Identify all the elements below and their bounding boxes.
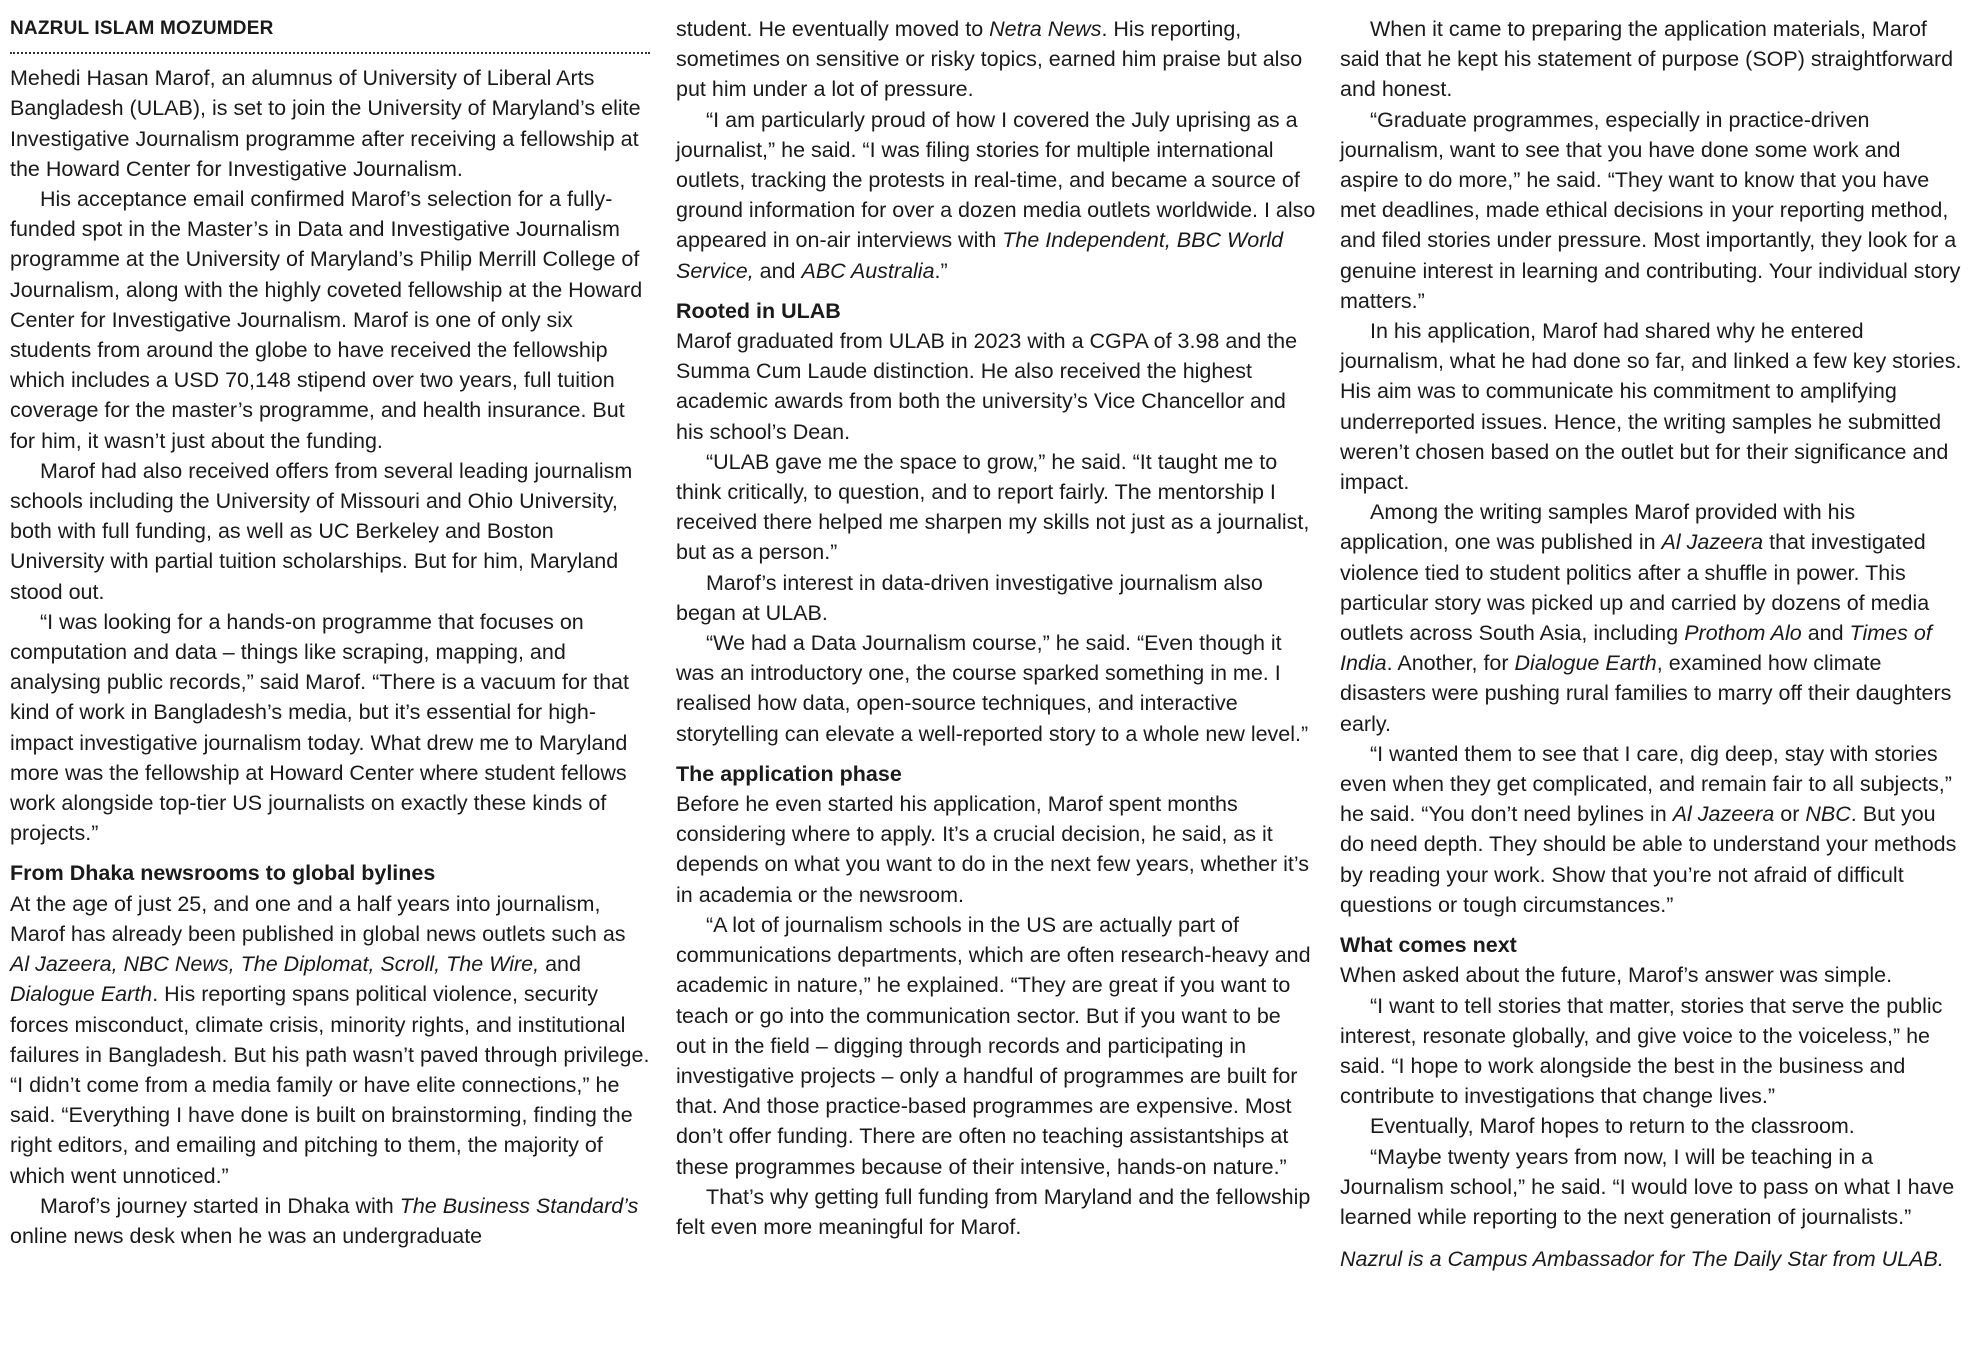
paragraph: When it came to preparing the application materials, Marof said that he kept his statement of purpose (SOP) straightforward and honest.	[1340, 17, 1954, 102]
paragraph: student. He eventually moved to Netra News. His reporting, sometimes on sensitive or risky topics, earned him praise but also put him under a lot of pressure.	[676, 17, 1303, 102]
section-heading: The application phase	[676, 761, 902, 786]
paragraph: Eventually, Marof hopes to return to the classroom.	[1370, 1114, 1855, 1139]
paragraph: “A lot of journalism schools in the US are actually part of communications departments, which are often research-heavy and academic in nature,” he explained. “They are great if you want to teach or go into the communication sector. But if you want to be out in the field – digging through records and participating in investigative projects – only a handful of programmes are built for that. And those practice-based programmes are expensive. Most don’t offer funding. There are often no teaching assistantships at these programmes because of their intensive, hands-on nature.”	[676, 912, 1311, 1179]
paragraph: Marof’s journey started in Dhaka with The Business Standard’s online news desk when he was an undergraduate	[10, 1193, 639, 1248]
paragraph: His acceptance email confirmed Marof’s selection for a fully-funded spot in the Master’s in Data and Investigative Journalism programme at the University of Maryland’s Philip Merrill College of Journalism, along with the highly coveted fellowship at the Howard Center for Investigative Journalism. Marof is one of only six students from around the globe to have received the fellowship which includes a USD 70,148 stipend over two years, full tuition coverage for the master’s programme, and health insurance. But for him, it wasn’t just about the funding.	[10, 187, 643, 453]
paragraph: “Graduate programmes, especially in practice-driven journalism, want to see that you have done some work and aspire to do more,” he said. “They want to know that you have met deadlines, made ethical decisions in your reporting method, and filed stories under pressure. Most importantly, they look for a genuine interest in learning and contributing. Your individual story matters.”	[1340, 107, 1961, 313]
paragraph: In his application, Marof had shared why he entered journalism, what he had done so far, and linked a few key stories. His aim was to communicate his commitment to amplifying underreported issues. Hence, the writing samples he submitted weren’t chosen based on the outlet but for their significance and impact.	[1340, 319, 1962, 495]
section-heading: Rooted in ULAB	[676, 298, 841, 323]
paragraph: “I want to tell stories that matter, stories that serve the public interest, resonate globally, and give voice to the voiceless,” he said. “I hope to work alongside the best in the business and contribute to investigations that change lives.”	[1340, 993, 1943, 1109]
paragraph: “We had a Data Journalism course,” he said. “Even though it was an introductory one, the course sparked something in me. I realised how data, open-source techniques, and interactive storytelling can elevate a well-reported story to a whole new level.”	[676, 631, 1309, 746]
paragraph: “Maybe twenty years from now, I will be teaching in a Journalism school,” he said. “I would love to pass on what I have learned while reporting to the next generation of journalists.”	[1340, 1144, 1955, 1229]
section-heading: From Dhaka newsrooms to global bylines	[10, 861, 436, 886]
article-column-1	[10, 14, 650, 1251]
paragraph: “I was looking for a hands-on programme that focuses on computation and data – things like scraping, mapping, and analysing public records,” said Marof. “There is a vacuum for that kind of work in Bangladesh’s media, but it’s essential for high-impact investigative journalism today. What drew me to Maryland more was the fellowship at Howard Center where student fellows work alongside top-tier US journalists on exactly these kinds of projects.”	[10, 609, 629, 846]
article-column-3	[1340, 14, 1962, 1274]
byline: NAZRUL ISLAM MOZUMDER	[10, 14, 650, 54]
paragraph: Mehedi Hasan Marof, an alumnus of University of Liberal Arts Bangladesh (ULAB), is set to join the University of Maryland’s elite Investigative Journalism programme after receiving a fellowship at the Howard Center for Investigative Journalism.	[10, 66, 641, 181]
author-credit: Nazrul is a Campus Ambassador for The Daily Star from ULAB.	[1340, 1247, 1944, 1272]
paragraph: Marof had also received offers from several leading journalism schools including the University of Missouri and Ohio University, both with full funding, as well as UC Berkeley and Boston University with partial tuition scholarships. But for him, Maryland stood out.	[10, 458, 633, 604]
paragraph: Marof graduated from ULAB in 2023 with a CGPA of 3.98 and the Summa Cum Laude distinction. He also received the highest academic awards from both the university’s Vice Chancellor and his school’s Dean.	[676, 329, 1298, 444]
paragraph: Among the writing samples Marof provided with his application, one was published in Al Jazeera that investigated violence tied to student politics after a shuffle in power. This particular story was picked up and carried by dozens of media outlets across South Asia, including Prothom Alo and Times of India. Another, for Dialogue Earth, examined how climate disasters were pushing rural families to marry off their daughters early.	[1340, 500, 1952, 736]
paragraph: That’s why getting full funding from Maryland and the fellowship felt even more meaningful for Marof.	[676, 1184, 1311, 1239]
paragraph: Marof’s interest in data-driven investigative journalism also began at ULAB.	[676, 570, 1263, 625]
section-heading: What comes next	[1340, 933, 1517, 958]
paragraph: “I wanted them to see that I care, dig deep, stay with stories even when they get complicated, and remain fair to all subjects,” he said. “You don’t need bylines in Al Jazeera or NBC. But you do need depth. They should be able to understand your methods by reading your work. Show that you’re not afraid of difficult questions or tough circumstances.”	[1340, 741, 1957, 917]
paragraph: “ULAB gave me the space to grow,” he said. “It taught me to think critically, to question, and to report fairly. The mentorship I received there helped me sharpen my skills not just as a journalist, but as a person.”	[676, 449, 1310, 565]
paragraph: Before he even started his application, Marof spent months considering where to apply. It’s a crucial decision, he said, as it depends on what you want to do in the next few years, whether it’s in academia or the newsroom.	[676, 792, 1310, 907]
paragraph: When asked about the future, Marof’s answer was simple.	[1340, 963, 1893, 988]
paragraph: “I am particularly proud of how I covered the July uprising as a journalist,” he said. “I was filing stories for multiple international outlets, tracking the protests in real-time, and became a source of ground information for over a dozen media outlets worldwide. I also appeared in on-air interviews with The Independent, BBC World Service, and ABC Australia.”	[676, 107, 1316, 283]
paragraph: At the age of just 25, and one and a half years into journalism, Marof has already been published in global news outlets such as Al Jazeera, NBC News, The Diplomat, Scroll, The Wire, and Dialogue Earth. His reporting spans political violence, security forces misconduct, climate crisis, minority rights, and institutional failures in Bangladesh. But his path wasn’t paved through privilege. “I didn’t come from a media family or have elite connections,” he said. “Everything I have done is built on brainstorming, finding the right editors, and emailing and pitching to them, the majority of which went unnoticed.”	[10, 891, 650, 1188]
article-column-2	[676, 14, 1316, 1242]
